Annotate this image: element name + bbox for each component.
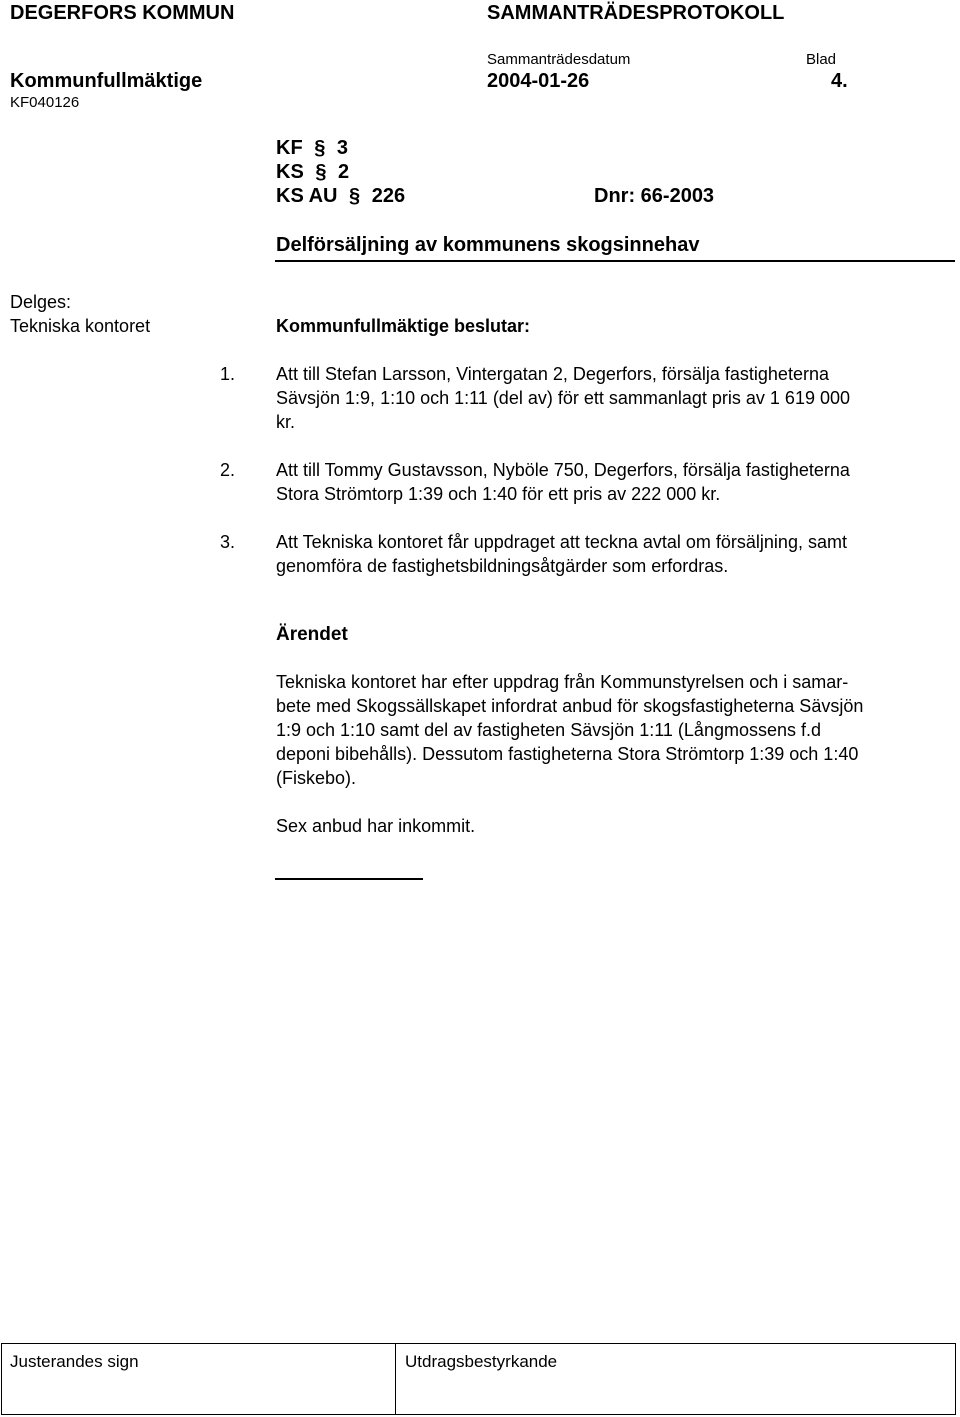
- arendet-line: bete med Skogssällskapet infordrat anbud för skogsfastigheterna Sävsjön: [276, 696, 864, 716]
- page-number: 4.: [831, 70, 848, 92]
- title-divider: [275, 260, 955, 262]
- document-code: KF040126: [10, 94, 80, 111]
- signature-box-divider: [395, 1343, 396, 1415]
- decision-item-2: [276, 458, 850, 506]
- decision-line: Stora Strömtorp 1:39 och 1:40 för ett pris av 222 000 kr.: [276, 484, 721, 504]
- ks-prefix: KS: [276, 161, 304, 183]
- meeting-date: 2004-01-26: [487, 70, 590, 92]
- arendet-line: (Fiskebo).: [276, 768, 357, 788]
- document-title: Delförsäljning av kommunens skogsinnehav: [276, 234, 700, 256]
- arendet-line: 1:9 och 1:10 samt del av fastigheten Sävsjön 1:11 (Långmossens f.d: [276, 720, 822, 740]
- decision-line: Att till Stefan Larsson, Vintergatan 2, Degerfors, försälja fastigheterna: [276, 364, 829, 384]
- section-symbol: §: [315, 161, 327, 183]
- utdragsbestyrkande-label: Utdragsbestyrkande: [405, 1352, 558, 1371]
- ksau-number: 226: [371, 185, 406, 207]
- arendet-closing: Sex anbud har inkommit.: [276, 816, 476, 836]
- ks-number: 2: [338, 161, 350, 183]
- kf-reference: [276, 137, 348, 160]
- ksau-prefix: KS AU: [276, 185, 338, 207]
- ks-reference: [276, 161, 349, 184]
- body-name: Kommunfullmäktige: [10, 70, 203, 92]
- decision-line: Sävsjön 1:9, 1:10 och 1:11 (del av) för ett sammanlagt pris av 1 619 000: [276, 388, 850, 408]
- decision-number: 3.: [220, 532, 236, 552]
- section-symbol: §: [349, 185, 361, 207]
- justerandes-sign-label: Justerandes sign: [10, 1352, 139, 1371]
- decision-item-3: [276, 530, 847, 578]
- kf-number: 3: [336, 137, 349, 159]
- decision-number: 1.: [220, 364, 236, 384]
- arendet-body: [276, 670, 863, 790]
- document-type: SAMMANTRÄDESPROTOKOLL: [487, 2, 785, 24]
- ksau-reference: [276, 185, 405, 208]
- section-symbol: §: [314, 137, 326, 159]
- arendet-heading: Ärendet: [276, 624, 348, 645]
- municipality-name: DEGERFORS KOMMUN: [10, 2, 235, 24]
- diary-number: Dnr: 66-2003: [594, 185, 715, 207]
- date-label: Sammanträdesdatum: [487, 51, 631, 68]
- decision-item-1: [276, 362, 850, 434]
- arendet-line: Tekniska kontoret har efter uppdrag från Kommunstyrelsen och i samar-: [276, 672, 849, 692]
- end-rule: [275, 878, 423, 880]
- page-label: Blad: [806, 51, 837, 68]
- decision-line: genomföra de fastighetsbildningsåtgärder som erfordras.: [276, 556, 729, 576]
- decision-line: Att till Tommy Gustavsson, Nyböle 750, Degerfors, försälja fastigheterna: [276, 460, 850, 480]
- decision-line: kr.: [276, 412, 296, 432]
- kf-prefix: KF: [276, 137, 303, 159]
- decision-line: Att Tekniska kontoret får uppdraget att teckna avtal om försäljning, samt: [276, 532, 847, 552]
- decision-heading: Kommunfullmäktige beslutar:: [276, 316, 531, 336]
- delges-recipient: Tekniska kontoret: [10, 316, 151, 336]
- delges-label: Delges:: [10, 292, 72, 312]
- arendet-line: deponi bibehålls). Dessutom fastigheterna Stora Strömtorp 1:39 och 1:40: [276, 744, 859, 764]
- decision-number: 2.: [220, 460, 236, 480]
